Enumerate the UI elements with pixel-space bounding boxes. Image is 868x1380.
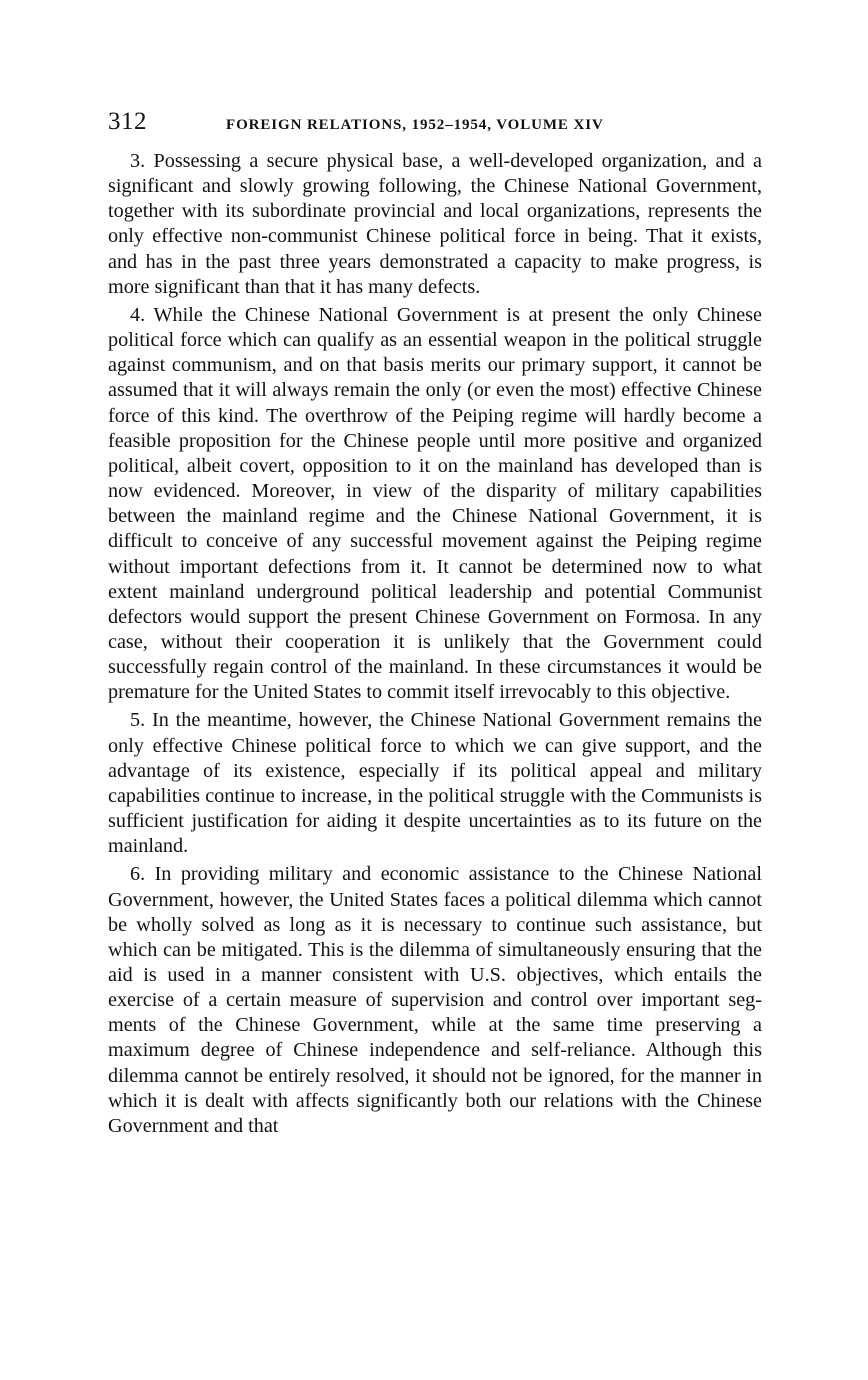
- body-text: [108, 149, 762, 1139]
- running-head-title: FOREIGN RELATIONS, 1952–1954, VOLUME XIV: [226, 117, 604, 133]
- paragraph-3: 3. Possessing a secure physical base, a well-developed organization, and a significant and slowly growing following, the Chinese National Government, together with its subordinate provincial and local organizations, represents the only effective non-communist Chinese political force in being. That it exists, and has in the past three years demonstrated a capacity to make progress, is more significant than that it has many defects.: [108, 150, 762, 298]
- page-number: 312: [108, 108, 147, 135]
- paragraph-4: 4. While the Chinese National Government is at present the only Chinese political force which can qualify as an essential weapon in the political struggle against communism, and on that basis merits our primary support, it cannot be assumed that it will always remain the only (or even the most) effective Chinese force of this kind. The overthrow of the Peiping regime will hardly become a feasible proposition for the Chinese people until more positive and organized political, albeit covert, opposition to it on the mainland has developed than is now evidenced. Moreover, in view of the disparity of military capabilities between the mainland regime and the Chinese National Government, it is difficult to conceive of any successful movement against the Peiping regime without important defections from it. It cannot be determined now to what extent mainland underground political leadership and potential Communist defectors would support the present Chinese Government on Formosa. In any case, without their cooperation it is unlikely that the Government could successfully regain control of the mainland. In these circumstances it would be premature for the United States to commit itself irrevocably to this objective.: [108, 303, 762, 704]
- document-page: [108, 100, 762, 1142]
- paragraph-6: 6. In providing military and economic assistance to the Chinese National Government, however, the United States faces a political dilemma which cannot be wholly solved as long as it is necessary to continue such assistance, but which can be mitigated. This is the dilemma of simultaneously ensuring that the aid is used in a manner consistent with U.S. objectives, which entails the exercise of a certain measure of supervision and control over important segments of the Chinese Government, while at the same time preserving a maximum degree of Chinese independence and self-reliance. Although this dilemma cannot be entirely resolved, it should not be ignored, for the manner in which it is dealt with affects significantly both our relations with the Chinese Government and that: [108, 863, 762, 1137]
- running-head: [108, 100, 762, 140]
- paragraph-5: 5. In the meantime, however, the Chinese National Government remains the only effective Chinese political force to which we can give support, and the advantage of its existence, especially if its political appeal and military capabilities continue to increase, in the political struggle with the Communists is sufficient justification for aiding it despite uncertainties as to its future on the mainland.: [108, 709, 762, 858]
